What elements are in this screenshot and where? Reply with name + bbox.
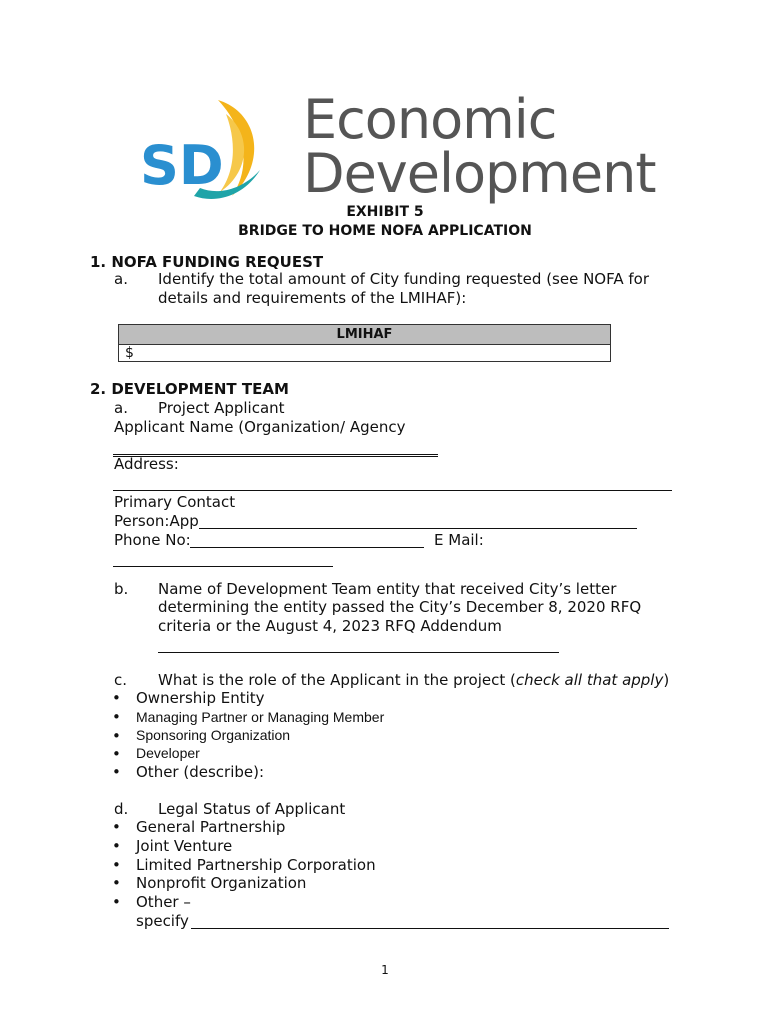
person-label: Person:App	[114, 512, 199, 530]
section2-heading: 2. DEVELOPMENT TEAM	[90, 380, 289, 398]
section2-item-b-line1: Name of Development Team entity that received City’s letter	[158, 580, 617, 598]
page-number: 1	[381, 963, 389, 977]
section2-item-c-label: c.	[114, 671, 128, 689]
section2-item-a-label: a.	[114, 399, 128, 417]
applicant-name-label: Applicant Name (Organization/ Agency	[114, 418, 406, 436]
logo-word-economic: Economic	[303, 88, 557, 151]
primary-contact-label: Primary Contact	[114, 493, 236, 511]
specify-label: specify	[136, 912, 189, 930]
phone-field[interactable]	[190, 547, 424, 548]
section1-item-a-label: a.	[114, 270, 128, 288]
page-title: BRIDGE TO HOME NOFA APPLICATION	[238, 223, 532, 239]
status-checkbox-other[interactable]: •	[112, 893, 121, 911]
specify-field[interactable]	[191, 928, 669, 929]
logo-mark-icon	[140, 92, 270, 204]
role-label-managing: Managing Partner or Managing Member	[136, 709, 385, 725]
section1-heading: 1. NOFA FUNDING REQUEST	[90, 253, 324, 271]
lmihaf-amount-field[interactable]: $	[125, 345, 134, 361]
logo-word-development: Development	[303, 142, 656, 205]
role-checkbox-developer[interactable]: •	[112, 745, 121, 763]
item-c-text: What is the role of the Applicant in the project (	[158, 671, 516, 689]
address-field[interactable]	[113, 490, 672, 491]
status-checkbox-nonprofit[interactable]: •	[112, 874, 121, 892]
role-label-sponsoring: Sponsoring Organization	[136, 727, 291, 743]
section1-item-a-line1: Identify the total amount of City funding requested (see NOFA for	[158, 270, 650, 288]
person-field[interactable]	[199, 528, 637, 529]
role-checkbox-other[interactable]: •	[112, 763, 121, 781]
item-c-italic: check all that apply	[515, 671, 664, 689]
role-checkbox-ownership[interactable]: •	[112, 689, 121, 707]
status-checkbox-joint[interactable]: •	[112, 837, 121, 855]
section2-item-b-line3: criteria or the August 4, 2023 RFQ Addendum	[158, 617, 502, 635]
status-label-general: General Partnership	[136, 818, 286, 836]
role-label-ownership: Ownership Entity	[136, 689, 265, 707]
lmihaf-table	[118, 324, 611, 362]
logo-mark-text: SD	[140, 134, 224, 197]
section2-item-d-text: Legal Status of Applicant	[158, 800, 346, 818]
section1-item-a-line2: details and requirements of the LMIHAF):	[158, 289, 467, 307]
address-label: Address:	[114, 455, 179, 473]
status-checkbox-general[interactable]: •	[112, 818, 121, 836]
status-label-limited: Limited Partnership Corporation	[136, 856, 376, 874]
item-c-close: )	[663, 671, 670, 689]
exhibit-label: EXHIBIT 5	[346, 204, 424, 220]
role-label-other: Other (describe):	[136, 763, 265, 781]
status-label-nonprofit: Nonprofit Organization	[136, 874, 307, 892]
dev-team-entity-field[interactable]	[158, 652, 559, 653]
email-label: E Mail:	[434, 531, 484, 549]
section2-item-a-text: Project Applicant	[158, 399, 285, 417]
email-field[interactable]	[113, 566, 333, 567]
section2-item-d-label: d.	[114, 800, 129, 818]
status-label-other: Other –	[136, 893, 191, 911]
section2-item-b-line2: determining the entity passed the City’s December 8, 2020 RFQ	[158, 598, 642, 616]
section2-item-c-text	[158, 671, 669, 689]
section2-item-b-label: b.	[114, 580, 129, 598]
status-checkbox-limited[interactable]: •	[112, 856, 121, 874]
role-label-developer: Developer	[136, 745, 200, 761]
role-checkbox-sponsoring[interactable]: •	[112, 727, 121, 745]
lmihaf-table-header: LMIHAF	[119, 325, 610, 345]
status-label-joint: Joint Venture	[136, 837, 233, 855]
role-checkbox-managing[interactable]: •	[112, 708, 121, 726]
logo	[140, 88, 656, 205]
phone-label: Phone No:	[114, 531, 191, 549]
